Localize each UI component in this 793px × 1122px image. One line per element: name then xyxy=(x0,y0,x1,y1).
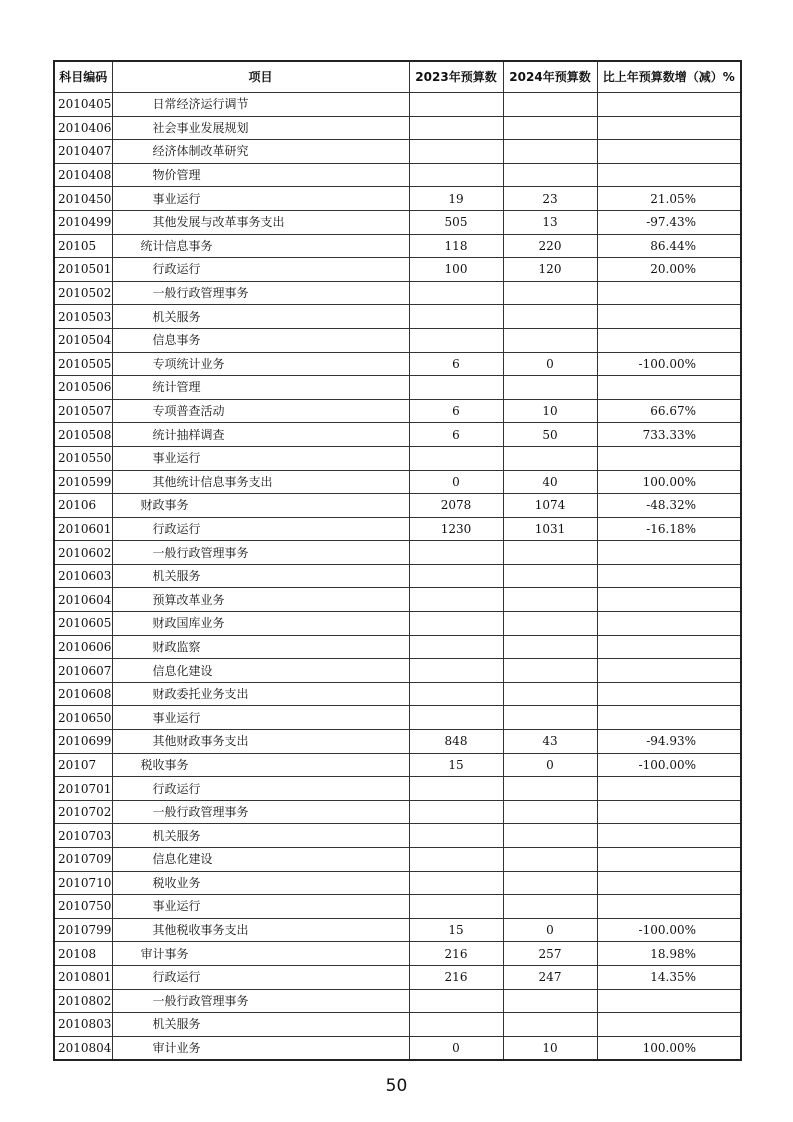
cell-change-percent xyxy=(597,93,741,117)
cell-2024-budget xyxy=(503,848,597,872)
cell-name: 统计管理 xyxy=(112,376,409,400)
cell-code: 2010750 xyxy=(54,895,112,919)
cell-code: 2010709 xyxy=(54,848,112,872)
cell-2023-budget xyxy=(409,706,503,730)
table-row xyxy=(54,517,741,541)
cell-code: 2010699 xyxy=(54,730,112,754)
cell-name: 行政运行 xyxy=(112,965,409,989)
cell-2023-budget xyxy=(409,163,503,187)
cell-2024-budget: 50 xyxy=(503,423,597,447)
cell-2024-budget xyxy=(503,659,597,683)
cell-code: 2010505 xyxy=(54,352,112,376)
cell-change-percent xyxy=(597,871,741,895)
cell-name: 事业运行 xyxy=(112,706,409,730)
cell-2024-budget: 1074 xyxy=(503,494,597,518)
cell-code: 20106 xyxy=(54,494,112,518)
cell-change-percent xyxy=(597,564,741,588)
table-row xyxy=(54,116,741,140)
table-row xyxy=(54,659,741,683)
cell-name: 其他统计信息事务支出 xyxy=(112,470,409,494)
cell-change-percent: -97.43% xyxy=(597,210,741,234)
cell-code: 2010407 xyxy=(54,140,112,164)
cell-code: 2010506 xyxy=(54,376,112,400)
cell-2023-budget xyxy=(409,140,503,164)
cell-change-percent: -100.00% xyxy=(597,352,741,376)
cell-2023-budget xyxy=(409,612,503,636)
table-row xyxy=(54,328,741,352)
cell-2023-budget xyxy=(409,871,503,895)
cell-name: 日常经济运行调节 xyxy=(112,93,409,117)
table-row xyxy=(54,824,741,848)
cell-2024-budget xyxy=(503,706,597,730)
cell-name: 审计事务 xyxy=(112,942,409,966)
cell-2023-budget xyxy=(409,682,503,706)
cell-2024-budget xyxy=(503,305,597,329)
header-name: 项目 xyxy=(112,61,409,93)
cell-change-percent xyxy=(597,328,741,352)
cell-change-percent: 14.35% xyxy=(597,965,741,989)
cell-name: 预算改革业务 xyxy=(112,588,409,612)
cell-name: 机关服务 xyxy=(112,305,409,329)
cell-change-percent: -94.93% xyxy=(597,730,741,754)
header-2023-budget: 2023年预算数 xyxy=(409,61,503,93)
cell-change-percent xyxy=(597,800,741,824)
cell-name: 财政委托业务支出 xyxy=(112,682,409,706)
cell-2024-budget: 120 xyxy=(503,258,597,282)
cell-2023-budget: 19 xyxy=(409,187,503,211)
cell-code: 2010499 xyxy=(54,210,112,234)
table-row xyxy=(54,470,741,494)
cell-change-percent xyxy=(597,541,741,565)
cell-change-percent: 86.44% xyxy=(597,234,741,258)
cell-code: 2010801 xyxy=(54,965,112,989)
cell-2023-budget: 118 xyxy=(409,234,503,258)
cell-code: 2010408 xyxy=(54,163,112,187)
table-row xyxy=(54,281,741,305)
cell-2023-budget xyxy=(409,824,503,848)
cell-code: 2010405 xyxy=(54,93,112,117)
cell-change-percent xyxy=(597,612,741,636)
cell-2023-budget: 15 xyxy=(409,753,503,777)
table-row xyxy=(54,494,741,518)
cell-name: 信息事务 xyxy=(112,328,409,352)
cell-name: 机关服务 xyxy=(112,564,409,588)
cell-change-percent xyxy=(597,163,741,187)
cell-2023-budget: 1230 xyxy=(409,517,503,541)
cell-name: 事业运行 xyxy=(112,895,409,919)
cell-2024-budget xyxy=(503,328,597,352)
cell-2023-budget xyxy=(409,305,503,329)
table-row xyxy=(54,210,741,234)
cell-name: 其他发展与改革事务支出 xyxy=(112,210,409,234)
cell-code: 2010606 xyxy=(54,635,112,659)
table-row xyxy=(54,895,741,919)
cell-code: 20108 xyxy=(54,942,112,966)
table-row xyxy=(54,706,741,730)
cell-2023-budget xyxy=(409,635,503,659)
cell-change-percent: 18.98% xyxy=(597,942,741,966)
cell-change-percent xyxy=(597,989,741,1013)
cell-change-percent: -100.00% xyxy=(597,918,741,942)
cell-change-percent xyxy=(597,305,741,329)
table-row xyxy=(54,682,741,706)
cell-2023-budget xyxy=(409,1013,503,1037)
cell-code: 2010802 xyxy=(54,989,112,1013)
cell-change-percent xyxy=(597,706,741,730)
cell-name: 专项普查活动 xyxy=(112,399,409,423)
table-row xyxy=(54,588,741,612)
cell-2023-budget: 2078 xyxy=(409,494,503,518)
cell-name: 事业运行 xyxy=(112,187,409,211)
cell-2024-budget xyxy=(503,800,597,824)
table-row xyxy=(54,163,741,187)
cell-code: 2010803 xyxy=(54,1013,112,1037)
cell-code: 2010608 xyxy=(54,682,112,706)
table-row xyxy=(54,1036,741,1060)
cell-name: 机关服务 xyxy=(112,824,409,848)
cell-name: 专项统计业务 xyxy=(112,352,409,376)
cell-2023-budget xyxy=(409,446,503,470)
cell-change-percent xyxy=(597,446,741,470)
header-code: 科目编码 xyxy=(54,61,112,93)
cell-name: 审计业务 xyxy=(112,1036,409,1060)
cell-name: 物价管理 xyxy=(112,163,409,187)
table-row xyxy=(54,187,741,211)
cell-code: 2010604 xyxy=(54,588,112,612)
cell-name: 财政事务 xyxy=(112,494,409,518)
cell-change-percent xyxy=(597,140,741,164)
cell-2023-budget xyxy=(409,588,503,612)
cell-2023-budget: 6 xyxy=(409,352,503,376)
cell-name: 行政运行 xyxy=(112,517,409,541)
cell-2023-budget xyxy=(409,895,503,919)
table-row xyxy=(54,1013,741,1037)
cell-change-percent: -100.00% xyxy=(597,753,741,777)
cell-name: 经济体制改革研究 xyxy=(112,140,409,164)
cell-change-percent xyxy=(597,659,741,683)
cell-2024-budget xyxy=(503,564,597,588)
table-row xyxy=(54,399,741,423)
cell-2023-budget: 6 xyxy=(409,423,503,447)
cell-2024-budget xyxy=(503,612,597,636)
cell-2024-budget: 0 xyxy=(503,753,597,777)
cell-2024-budget: 13 xyxy=(503,210,597,234)
cell-code: 2010599 xyxy=(54,470,112,494)
cell-code: 2010450 xyxy=(54,187,112,211)
table-row xyxy=(54,352,741,376)
table-row xyxy=(54,848,741,872)
cell-name: 统计信息事务 xyxy=(112,234,409,258)
cell-name: 其他税收事务支出 xyxy=(112,918,409,942)
cell-code: 2010799 xyxy=(54,918,112,942)
cell-code: 2010701 xyxy=(54,777,112,801)
cell-2024-budget xyxy=(503,163,597,187)
cell-2024-budget: 0 xyxy=(503,352,597,376)
cell-code: 2010508 xyxy=(54,423,112,447)
table-row xyxy=(54,446,741,470)
page-number: 50 xyxy=(385,1076,408,1096)
cell-change-percent: 100.00% xyxy=(597,470,741,494)
cell-change-percent xyxy=(597,848,741,872)
cell-2023-budget: 0 xyxy=(409,1036,503,1060)
cell-change-percent xyxy=(597,281,741,305)
cell-change-percent: 20.00% xyxy=(597,258,741,282)
cell-name: 一般行政管理事务 xyxy=(112,800,409,824)
cell-2024-budget xyxy=(503,777,597,801)
table-row xyxy=(54,777,741,801)
cell-2023-budget: 505 xyxy=(409,210,503,234)
cell-2024-budget: 220 xyxy=(503,234,597,258)
cell-change-percent xyxy=(597,1013,741,1037)
cell-code: 2010703 xyxy=(54,824,112,848)
cell-code: 20105 xyxy=(54,234,112,258)
cell-2024-budget xyxy=(503,989,597,1013)
cell-2023-budget xyxy=(409,281,503,305)
table-header-row xyxy=(54,61,741,93)
cell-2023-budget xyxy=(409,800,503,824)
cell-2024-budget: 43 xyxy=(503,730,597,754)
cell-2023-budget xyxy=(409,777,503,801)
cell-change-percent xyxy=(597,116,741,140)
cell-2024-budget: 247 xyxy=(503,965,597,989)
cell-2023-budget: 216 xyxy=(409,965,503,989)
cell-code: 2010550 xyxy=(54,446,112,470)
table-row xyxy=(54,730,741,754)
cell-name: 税收业务 xyxy=(112,871,409,895)
cell-2024-budget: 257 xyxy=(503,942,597,966)
cell-name: 一般行政管理事务 xyxy=(112,541,409,565)
cell-change-percent: 21.05% xyxy=(597,187,741,211)
cell-2023-budget xyxy=(409,328,503,352)
cell-code: 20107 xyxy=(54,753,112,777)
cell-change-percent: -48.32% xyxy=(597,494,741,518)
cell-2024-budget xyxy=(503,682,597,706)
cell-2024-budget xyxy=(503,588,597,612)
cell-2023-budget xyxy=(409,116,503,140)
cell-2024-budget xyxy=(503,93,597,117)
cell-change-percent: 66.67% xyxy=(597,399,741,423)
cell-2024-budget xyxy=(503,635,597,659)
cell-change-percent xyxy=(597,895,741,919)
cell-change-percent xyxy=(597,824,741,848)
cell-code: 2010406 xyxy=(54,116,112,140)
table-row xyxy=(54,871,741,895)
cell-name: 税收事务 xyxy=(112,753,409,777)
cell-2023-budget xyxy=(409,848,503,872)
cell-code: 2010650 xyxy=(54,706,112,730)
cell-code: 2010502 xyxy=(54,281,112,305)
cell-change-percent xyxy=(597,376,741,400)
cell-change-percent: -16.18% xyxy=(597,517,741,541)
cell-code: 2010507 xyxy=(54,399,112,423)
cell-2023-budget: 848 xyxy=(409,730,503,754)
cell-name: 机关服务 xyxy=(112,1013,409,1037)
cell-2023-budget: 216 xyxy=(409,942,503,966)
table-row xyxy=(54,305,741,329)
header-2024-budget: 2024年预算数 xyxy=(503,61,597,93)
cell-name: 信息化建设 xyxy=(112,659,409,683)
cell-change-percent: 733.33% xyxy=(597,423,741,447)
cell-change-percent xyxy=(597,588,741,612)
cell-change-percent xyxy=(597,635,741,659)
table-row xyxy=(54,376,741,400)
table-row xyxy=(54,258,741,282)
cell-code: 2010710 xyxy=(54,871,112,895)
table-row xyxy=(54,942,741,966)
cell-2023-budget: 6 xyxy=(409,399,503,423)
cell-2023-budget xyxy=(409,376,503,400)
table-row xyxy=(54,234,741,258)
cell-2024-budget: 23 xyxy=(503,187,597,211)
cell-2024-budget xyxy=(503,376,597,400)
cell-2024-budget xyxy=(503,824,597,848)
table-row xyxy=(54,753,741,777)
cell-name: 信息化建设 xyxy=(112,848,409,872)
cell-code: 2010504 xyxy=(54,328,112,352)
cell-2023-budget xyxy=(409,93,503,117)
cell-name: 一般行政管理事务 xyxy=(112,281,409,305)
table-row xyxy=(54,541,741,565)
table-row xyxy=(54,965,741,989)
cell-2023-budget xyxy=(409,564,503,588)
table-row xyxy=(54,423,741,447)
cell-2024-budget xyxy=(503,871,597,895)
cell-code: 2010605 xyxy=(54,612,112,636)
budget-table xyxy=(53,60,742,1061)
cell-code: 2010602 xyxy=(54,541,112,565)
cell-code: 2010702 xyxy=(54,800,112,824)
cell-change-percent xyxy=(597,682,741,706)
cell-2023-budget: 0 xyxy=(409,470,503,494)
header-change-percent: 比上年预算数增（减）% xyxy=(597,61,741,93)
cell-code: 2010804 xyxy=(54,1036,112,1060)
cell-code: 2010603 xyxy=(54,564,112,588)
cell-2024-budget: 0 xyxy=(503,918,597,942)
cell-2024-budget xyxy=(503,895,597,919)
cell-2024-budget: 1031 xyxy=(503,517,597,541)
table-row xyxy=(54,989,741,1013)
cell-code: 2010601 xyxy=(54,517,112,541)
cell-change-percent: 100.00% xyxy=(597,1036,741,1060)
cell-name: 一般行政管理事务 xyxy=(112,989,409,1013)
table-row xyxy=(54,800,741,824)
cell-2024-budget xyxy=(503,116,597,140)
cell-2023-budget xyxy=(409,989,503,1013)
table-body xyxy=(54,93,741,1061)
cell-name: 财政监察 xyxy=(112,635,409,659)
cell-name: 行政运行 xyxy=(112,258,409,282)
cell-2023-budget: 100 xyxy=(409,258,503,282)
cell-code: 2010503 xyxy=(54,305,112,329)
cell-change-percent xyxy=(597,777,741,801)
cell-2024-budget xyxy=(503,446,597,470)
cell-code: 2010501 xyxy=(54,258,112,282)
cell-name: 社会事业发展规划 xyxy=(112,116,409,140)
cell-2023-budget: 15 xyxy=(409,918,503,942)
cell-name: 其他财政事务支出 xyxy=(112,730,409,754)
cell-2023-budget xyxy=(409,659,503,683)
cell-name: 统计抽样调查 xyxy=(112,423,409,447)
cell-name: 财政国库业务 xyxy=(112,612,409,636)
cell-name: 行政运行 xyxy=(112,777,409,801)
cell-2024-budget: 10 xyxy=(503,1036,597,1060)
table-row xyxy=(54,140,741,164)
cell-2024-budget xyxy=(503,1013,597,1037)
cell-code: 2010607 xyxy=(54,659,112,683)
cell-2024-budget: 40 xyxy=(503,470,597,494)
table-row xyxy=(54,564,741,588)
cell-2024-budget xyxy=(503,541,597,565)
cell-2024-budget xyxy=(503,140,597,164)
table-row xyxy=(54,612,741,636)
table-row xyxy=(54,635,741,659)
cell-2024-budget xyxy=(503,281,597,305)
table-row xyxy=(54,93,741,117)
table-row xyxy=(54,918,741,942)
cell-name: 事业运行 xyxy=(112,446,409,470)
cell-2024-budget: 10 xyxy=(503,399,597,423)
cell-2023-budget xyxy=(409,541,503,565)
